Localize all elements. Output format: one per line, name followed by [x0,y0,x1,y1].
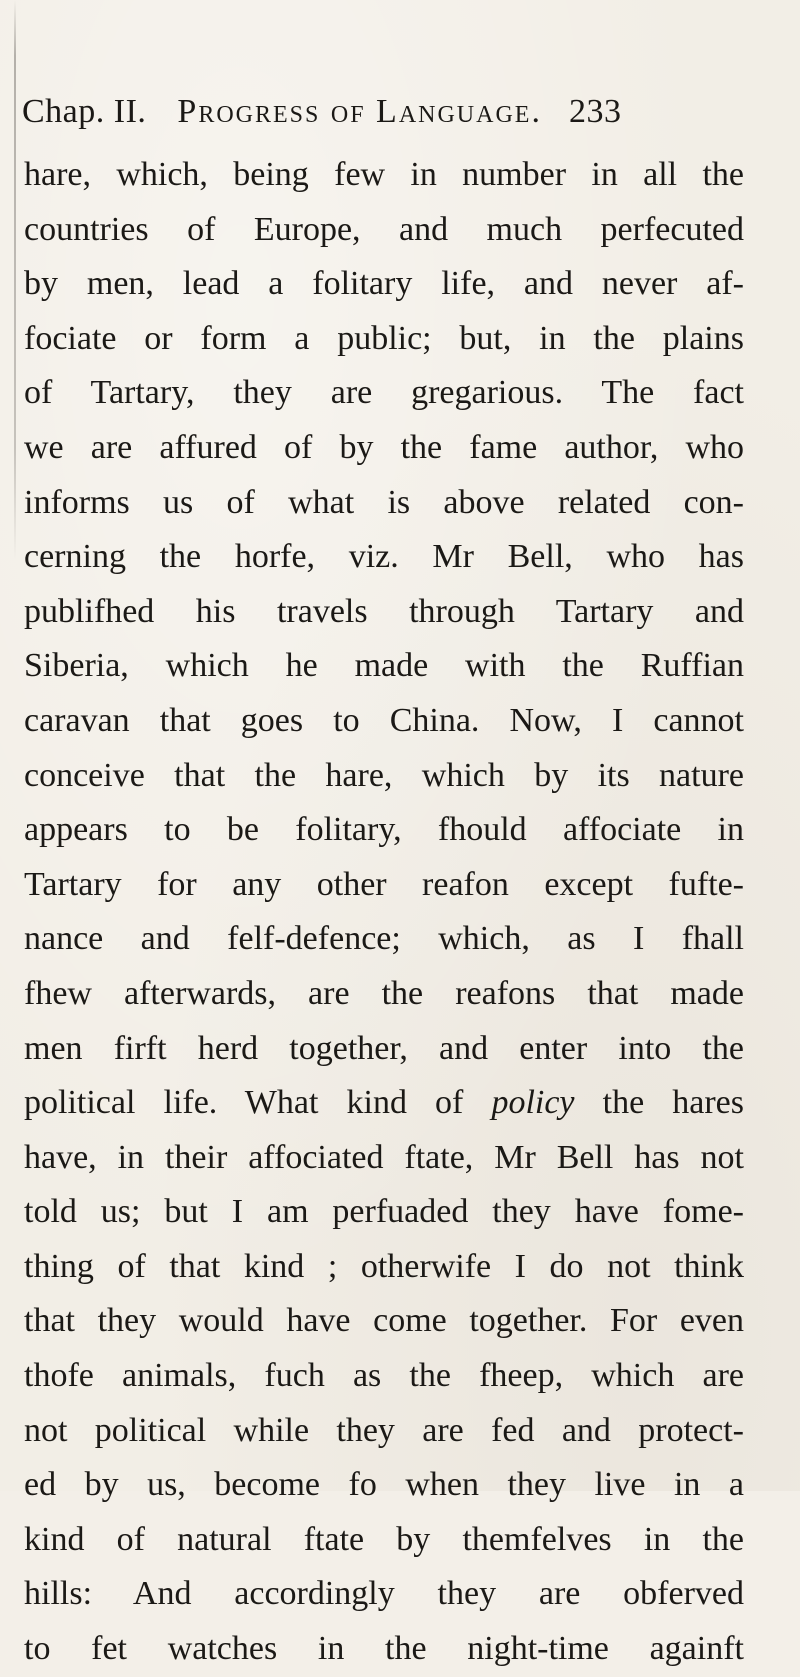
text-line: conceive that the hare, which by its nature [24,756,744,794]
text-line: by men, lead a folitary life, and never af- [24,265,744,303]
body-text [24,148,744,1677]
text-line: Siberia, which he made with the Ruffian [24,647,744,685]
text-line: Tartary for any other reafon except fufte- [24,865,744,903]
chapter-label: Chap. II. [22,93,147,130]
text-line: fhew afterwards, are the reafons that made [24,974,744,1012]
text-line: fociate or form a public; but, in the plains [24,319,744,357]
gutter-shadow [14,0,16,560]
text-line: told us; but I am perfuaded they have fome- [24,1193,744,1231]
italic-word-policy: policy [491,1084,575,1122]
text-segment: political life. What kind of [24,1084,464,1122]
text-line: cerning the horfe, viz. Mr Bell, who has [24,538,744,576]
text-line: appears to be folitary, fhould affociate in [24,811,744,849]
text-line: to fet watches in the night-time againft [24,1630,744,1668]
text-line: nance and felf-defence; which, as I fhall [24,920,744,958]
page-number: 233 [568,93,622,130]
text-line: caravan that goes to China. Now, I cannot [24,701,744,739]
text-line: ed by us, become fo when they live in a [24,1466,744,1504]
text-line-italic-policy [24,1076,744,1131]
text-line: hills: And accordingly they are obferved [24,1575,744,1613]
text-line: thofe animals, fuch as the fheep, which are [24,1357,744,1395]
text-line: informs us of what is above related con- [24,483,744,521]
text-line: hare, which, being few in number in all the [24,156,744,193]
running-head [22,88,762,136]
text-line: we are affured of by the fame author, who [24,428,744,466]
text-line: have, in their affociated ftate, Mr Bell has not [24,1138,744,1176]
text-line: kind of natural ftate by themfelves in the [24,1520,744,1558]
text-line: of Tartary, they are gregarious. The fact [24,374,744,412]
text-line: countries of Europe, and much perfecuted [24,210,744,248]
text-line: not political while they are fed and protect- [24,1411,744,1449]
text-line: men firft herd together, and enter into the [24,1029,744,1067]
text-line: that they would have come together. For even [24,1302,744,1340]
chapter-title: Progress of Language. [177,93,542,130]
text-segment: the hares [602,1084,744,1122]
text-line: publifhed his travels through Tartary and [24,592,744,630]
text-line: thing of that kind ; otherwife I do not think [24,1247,744,1285]
